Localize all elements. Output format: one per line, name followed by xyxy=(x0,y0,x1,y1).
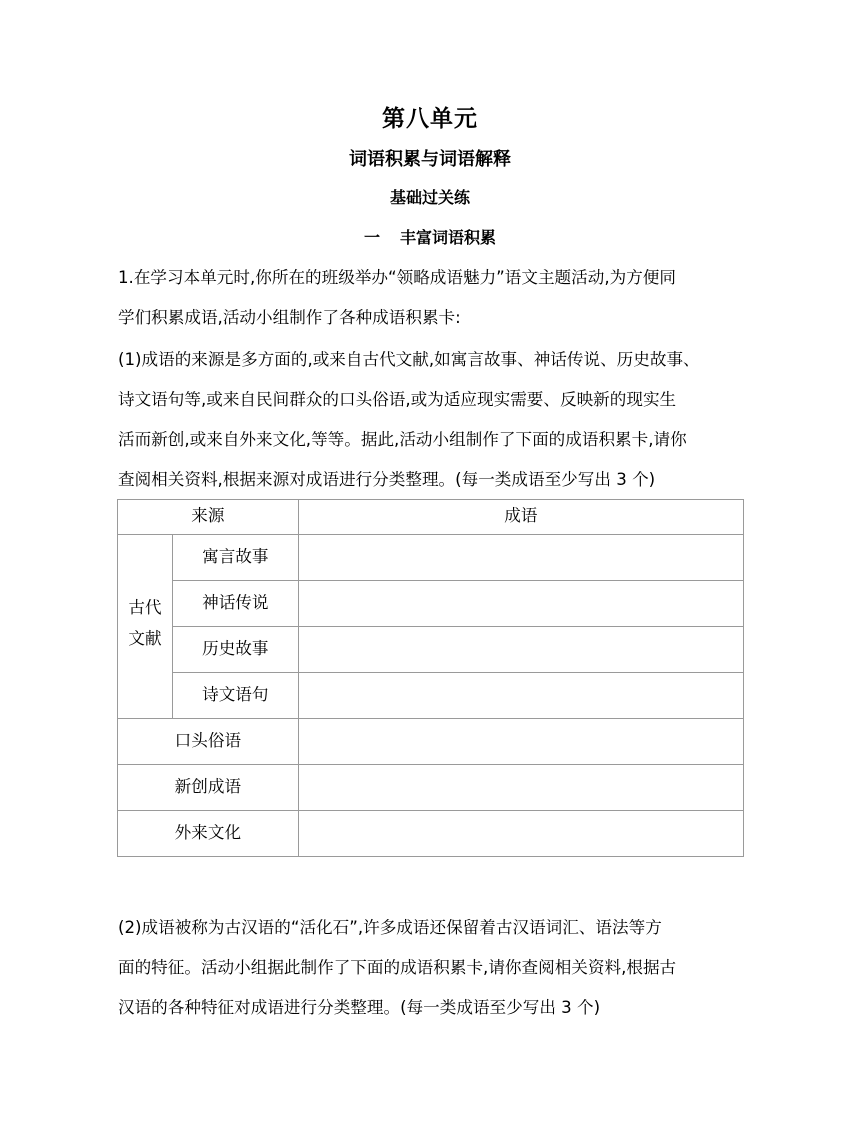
question1-intro-line1: 1.在学习本单元时,你所在的班级举办“领略成语魅力”语文主题活动,为方便同 xyxy=(118,268,676,287)
answer-cell-myths[interactable] xyxy=(298,581,743,627)
header-idioms: 成语 xyxy=(298,500,743,535)
question1-part2-line1: (2)成语被称为古汉语的“活化石”,许多成语还保留着古汉语词汇、语法等方 xyxy=(118,918,662,937)
answer-cell-poetry[interactable] xyxy=(298,673,743,719)
question1-part1-line4: 查阅相关资料,根据来源对成语进行分类整理。(每一类成语至少写出 3 个) xyxy=(118,470,656,489)
subsection-title: 基础过关练 xyxy=(389,188,470,207)
part-heading xyxy=(0,225,860,248)
table-row xyxy=(118,719,744,765)
table-header-row xyxy=(118,500,744,535)
row-label-poetry: 诗文语句 xyxy=(172,673,298,719)
header-source: 来源 xyxy=(118,500,299,535)
section-title: 词语积累与词语解释 xyxy=(349,149,511,170)
row-label-oral: 口头俗语 xyxy=(118,719,299,765)
table-row xyxy=(118,673,744,719)
question1-part2-line2: 面的特征。活动小组据此制作了下面的成语积累卡,请你查阅相关资料,根据古 xyxy=(118,958,677,977)
row-label-myths: 神话传说 xyxy=(172,581,298,627)
answer-cell-new[interactable] xyxy=(298,765,743,811)
answer-cell-oral[interactable] xyxy=(298,719,743,765)
idiom-source-table xyxy=(117,499,744,857)
table-row xyxy=(118,811,744,857)
row-label-new: 新创成语 xyxy=(118,765,299,811)
question1-intro-line2: 学们积累成语,活动小组制作了各种成语积累卡: xyxy=(118,308,461,327)
question1-part1-line1: (1)成语的来源是多方面的,或来自古代文献,如寓言故事、神话传说、历史故事、 xyxy=(118,350,700,369)
answer-cell-fables[interactable] xyxy=(298,535,743,581)
answer-cell-foreign[interactable] xyxy=(298,811,743,857)
answer-cell-history[interactable] xyxy=(298,627,743,673)
question1-part1-line3: 活而新创,或来自外来文化,等等。据此,活动小组制作了下面的成语积累卡,请你 xyxy=(118,430,687,449)
row-label-fables: 寓言故事 xyxy=(172,535,298,581)
group-label-line2: 文献 xyxy=(128,628,162,648)
ancient-literature-label xyxy=(118,535,173,719)
group-label-line1: 古代 xyxy=(128,597,162,617)
table-row xyxy=(118,765,744,811)
table-row xyxy=(118,581,744,627)
question1-part2-line3: 汉语的各种特征对成语进行分类整理。(每一类成语至少写出 3 个) xyxy=(118,998,601,1017)
row-label-foreign: 外来文化 xyxy=(118,811,299,857)
unit-title: 第八单元 xyxy=(382,106,478,132)
part-title: 丰富词语积累 xyxy=(400,228,497,247)
table-row xyxy=(118,535,744,581)
row-label-history: 历史故事 xyxy=(172,627,298,673)
question1-part1-line2: 诗文语句等,或来自民间群众的口头俗语,或为适应现实需要、反映新的现实生 xyxy=(118,390,677,409)
part-number: 一 xyxy=(363,228,380,247)
table-row xyxy=(118,627,744,673)
